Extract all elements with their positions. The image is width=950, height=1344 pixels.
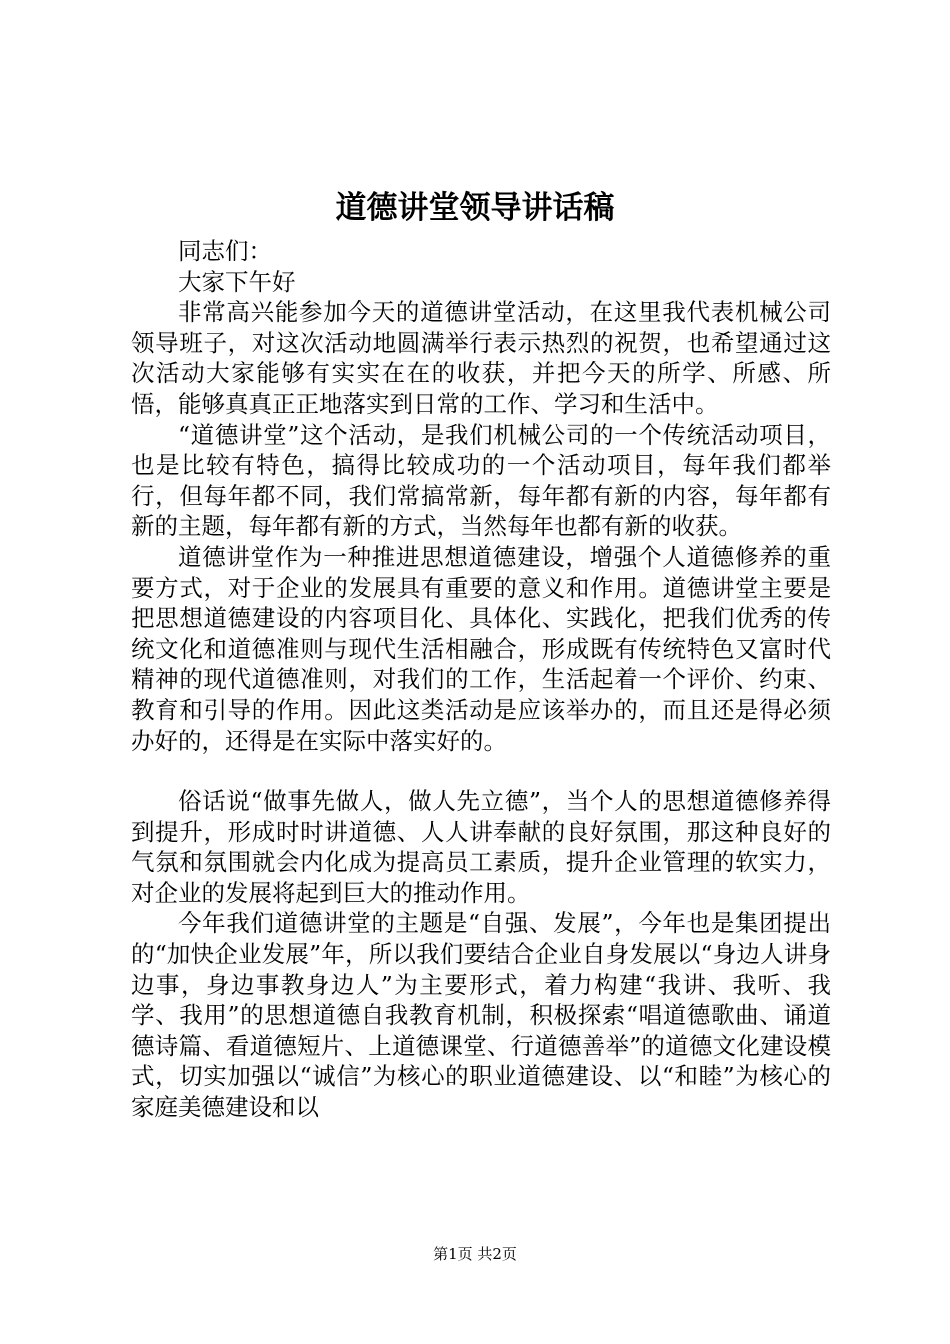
paragraph-opening: 非常高兴能参加今天的道德讲堂活动，在这里我代表机械公司领导班子，对这次活动地圆满举行表示热烈的祝贺，也希望通过这次活动大家能够有实实在在的收获，并把今天的所学、所感、所悟，能够真真正正地落实到日常的工作、学习和生活中。	[131, 298, 831, 418]
paragraph-significance: 道德讲堂作为一种推进思想道德建设，增强个人道德修养的重要方式，对于企业的发展具有重要的意义和作用。道德讲堂主要是把思想道德建设的内容项目化、具体化、实践化，把我们优秀的传统文化和道德准则与现代生活相融合，形成既有传统特色又富时代精神的现代道德准则，对我们的工作，生活起着一个评价、约束、教育和引导的作用。因此这类活动是应该举办的，而且还是得必须办好的，还得是在实际中落实好的。	[131, 542, 831, 755]
document-title: 道德讲堂领导讲话稿	[335, 190, 615, 226]
document-body	[131, 236, 831, 1123]
paragraph-tradition: “道德讲堂”这个活动，是我们机械公司的一个传统活动项目，也是比较有特色，搞得比较成功的一个活动项目，每年我们都举行，但每年都不同，我们常搞常新，每年都有新的内容，每年都有新的主题，每年都有新的方式，当然每年也都有新的收获。	[131, 420, 831, 541]
paragraph-theme: 今年我们道德讲堂的主题是“自强、发展”，今年也是集团提出的“加快企业发展”年，所以我们要结合企业自身发展以“身边人讲身边事，身边事教身边人”为主要形式，着力构建“我讲、我听、我学、我用”的思想道德自我教育机制，积极探索“唱道德歌曲、诵道德诗篇、看道德短片、上道德课堂、行道德善举”的道德文化建设模式，切实加强以“诚信”为核心的职业道德建设、以“和睦”为核心的家庭美德建设和以	[131, 909, 831, 1122]
salutation: 同志们：	[178, 237, 272, 265]
paragraph-proverb: 俗话说“做事先做人，做人先立德”，当个人的思想道德修养得到提升，形成时时讲道德、人人讲奉献的良好氛围，那这种良好的气氛和氛围就会内化成为提高员工素质，提升企业管理的软实力，对企业的发展将起到巨大的推动作用。	[131, 787, 831, 907]
greeting: 大家下午好	[178, 267, 296, 296]
page-number-footer: 第1页 共2页	[433, 1245, 517, 1263]
